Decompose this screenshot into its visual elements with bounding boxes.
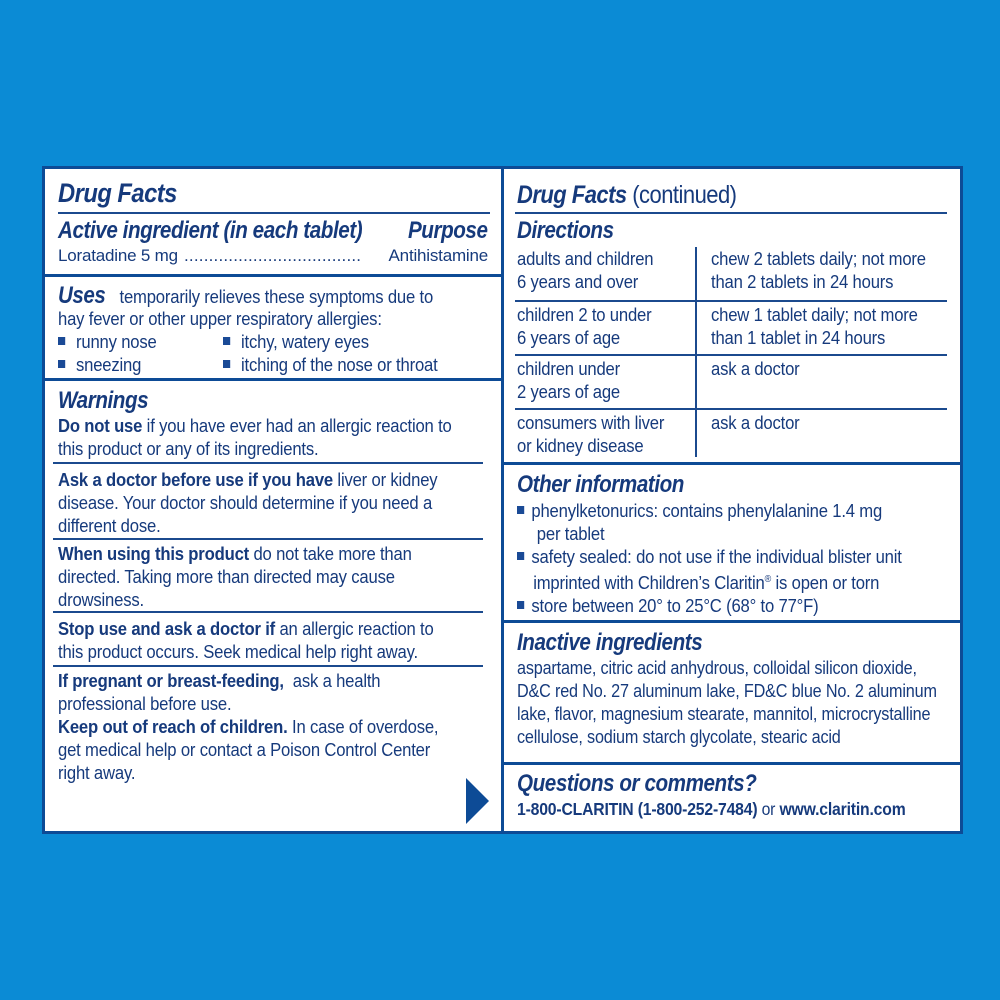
warning-bold: If pregnant or breast-feeding, (58, 670, 284, 691)
bullet-icon (517, 552, 524, 560)
uses-header: Uses (58, 282, 106, 309)
warning-text: professional before use. (58, 693, 232, 714)
questions-header: Questions or comments? (517, 770, 757, 797)
uses-text: temporarily relieves these symptoms due to (119, 286, 434, 307)
warning-text: right away. (58, 762, 136, 783)
warning-bold: Ask a doctor before use if you have (58, 469, 333, 490)
directions-table (515, 247, 947, 457)
divider (53, 462, 483, 464)
right-arrow-icon (466, 778, 489, 824)
age-group: 2 years of age (517, 381, 621, 402)
phone-number[interactable]: 1-800-CLARITIN (1-800-252-7484) (517, 799, 758, 819)
divider (58, 212, 490, 214)
list-item: itching of the nose or throat (223, 353, 438, 376)
bullet-icon (517, 506, 524, 514)
dosage: chew 2 tablets daily; not more (711, 248, 926, 269)
drug-facts-left-panel (42, 166, 504, 834)
active-ingredient-header: Active ingredient (in each tablet) (58, 217, 363, 244)
uses-section (45, 282, 501, 376)
or-text: or (757, 799, 780, 819)
other-information-section (504, 471, 960, 617)
divider (515, 212, 947, 214)
list-item-continuation: imprinted with Children’s Claritin® is open or torn (533, 572, 880, 594)
section-divider (45, 378, 501, 381)
dosage: than 2 tablets in 24 hours (711, 271, 894, 292)
list-item: safety sealed: do not use if the individual blister unit (517, 545, 904, 568)
warnings-section (45, 387, 501, 460)
purpose-header: Purpose (408, 217, 488, 244)
website-link[interactable]: www.claritin.com (779, 799, 906, 819)
other-information-header: Other information (517, 471, 684, 498)
dosage: ask a doctor (711, 412, 800, 433)
age-group: adults and children (517, 248, 654, 269)
table-row (515, 247, 947, 301)
divider (53, 538, 483, 540)
section-divider (45, 274, 501, 277)
warning-ask-doctor: Ask a doctor before use if you have liver or kidney disease. Your doctor should determine if you need a different dose. (45, 468, 501, 537)
dosage: chew 1 tablet daily; not more (711, 304, 918, 325)
inactive-ingredients-section (504, 629, 960, 749)
directions-section (504, 217, 960, 245)
ingredient-purpose: Antihistamine (388, 246, 488, 265)
warning-text: this product occurs. Seek medical help right away. (58, 641, 418, 662)
warning-text: disease. Your doctor should determine if you need a (58, 492, 433, 513)
bullet-icon (517, 601, 524, 609)
bullet-icon (58, 337, 65, 345)
warning-text: directed. Taking more than directed may cause (58, 566, 395, 587)
age-group: 6 years and over (517, 271, 639, 292)
leader-dots: .................................... (184, 246, 362, 265)
section-divider (504, 462, 960, 465)
inactive-ingredients-text: lake, flavor, magnesium stearate, mannitol, microcrystalline (517, 704, 931, 724)
warning-bold: Keep out of reach of children. (58, 716, 288, 737)
warning-do-not-use: Do not use if you have ever had an allergic reaction to (58, 415, 452, 436)
inactive-ingredients-text: D&C red No. 27 aluminum lake, FD&C blue No. 2 aluminum (517, 681, 937, 701)
drug-facts-right-panel (501, 166, 963, 834)
list-item: phenylketonurics: contains phenylalanine 1.4 mg (517, 499, 904, 522)
list-item-continuation: per tablet (536, 523, 605, 544)
warning-stop-use: Stop use and ask a doctor if an allergic reaction to this product occurs. Seek medical help right away. (45, 617, 501, 663)
drug-facts-title: Drug Facts (517, 181, 627, 209)
divider (53, 665, 483, 667)
row-divider (515, 300, 947, 302)
warning-pregnant-keep-out: If pregnant or breast-feeding, ask a health professional before use. Keep out of reach of children. In case of overdose, get medical help or contact a Poison Control Center right away. (45, 669, 501, 784)
age-group: children 2 to under (517, 304, 652, 325)
age-group: 6 years of age (517, 327, 621, 348)
directions-header: Directions (517, 217, 614, 244)
warning-when-using: When using this product do not take more than directed. Taking more than directed may cause drowsiness. (45, 542, 501, 611)
continued-label: (continued) (626, 181, 737, 209)
ingredient-name: Loratadine 5 mg (58, 246, 178, 265)
warning-bold: When using this product (58, 543, 250, 564)
warning-text: drowsiness. (58, 589, 144, 610)
warning-text: this product or any of its ingredients. (58, 438, 319, 459)
questions-section (504, 770, 960, 821)
drug-facts-title-section (45, 178, 501, 208)
age-group: consumers with liver (517, 412, 665, 433)
registered-mark: ® (764, 574, 772, 585)
warning-bold: Stop use and ask a doctor if (58, 618, 276, 639)
uses-text: hay fever or other upper respiratory allergies: (58, 308, 382, 329)
table-row (515, 411, 947, 457)
warnings-header: Warnings (58, 387, 149, 414)
warning-text: get medical help or contact a Poison Control Center (58, 739, 431, 760)
list-item: itchy, watery eyes (223, 330, 369, 353)
table-row (515, 357, 947, 409)
active-ingredient-section (45, 217, 501, 267)
row-divider (515, 408, 947, 410)
section-divider (504, 762, 960, 765)
age-group: children under (517, 358, 621, 379)
list-item: sneezing (58, 353, 141, 376)
drug-facts-title: Drug Facts (58, 178, 177, 208)
warning-text: different dose. (58, 515, 161, 536)
inactive-ingredients-header: Inactive ingredients (517, 629, 703, 656)
section-divider (504, 620, 960, 623)
dosage: than 1 tablet in 24 hours (711, 327, 886, 348)
inactive-ingredients-text: cellulose, sodium starch glycolate, stearic acid (517, 727, 841, 747)
age-group: or kidney disease (517, 435, 644, 456)
inactive-ingredients-text: aspartame, citric acid anhydrous, colloidal silicon dioxide, (517, 658, 917, 678)
bullet-icon (223, 360, 230, 368)
list-item: store between 20° to 25°C (68° to 77°F) (517, 594, 904, 617)
list-item: runny nose (58, 330, 157, 353)
row-divider (515, 354, 947, 356)
table-row (515, 303, 947, 355)
divider (53, 611, 483, 613)
drug-facts-continued-title (504, 180, 960, 210)
bullet-icon (58, 360, 65, 368)
bullet-icon (223, 337, 230, 345)
dosage: ask a doctor (711, 358, 800, 379)
